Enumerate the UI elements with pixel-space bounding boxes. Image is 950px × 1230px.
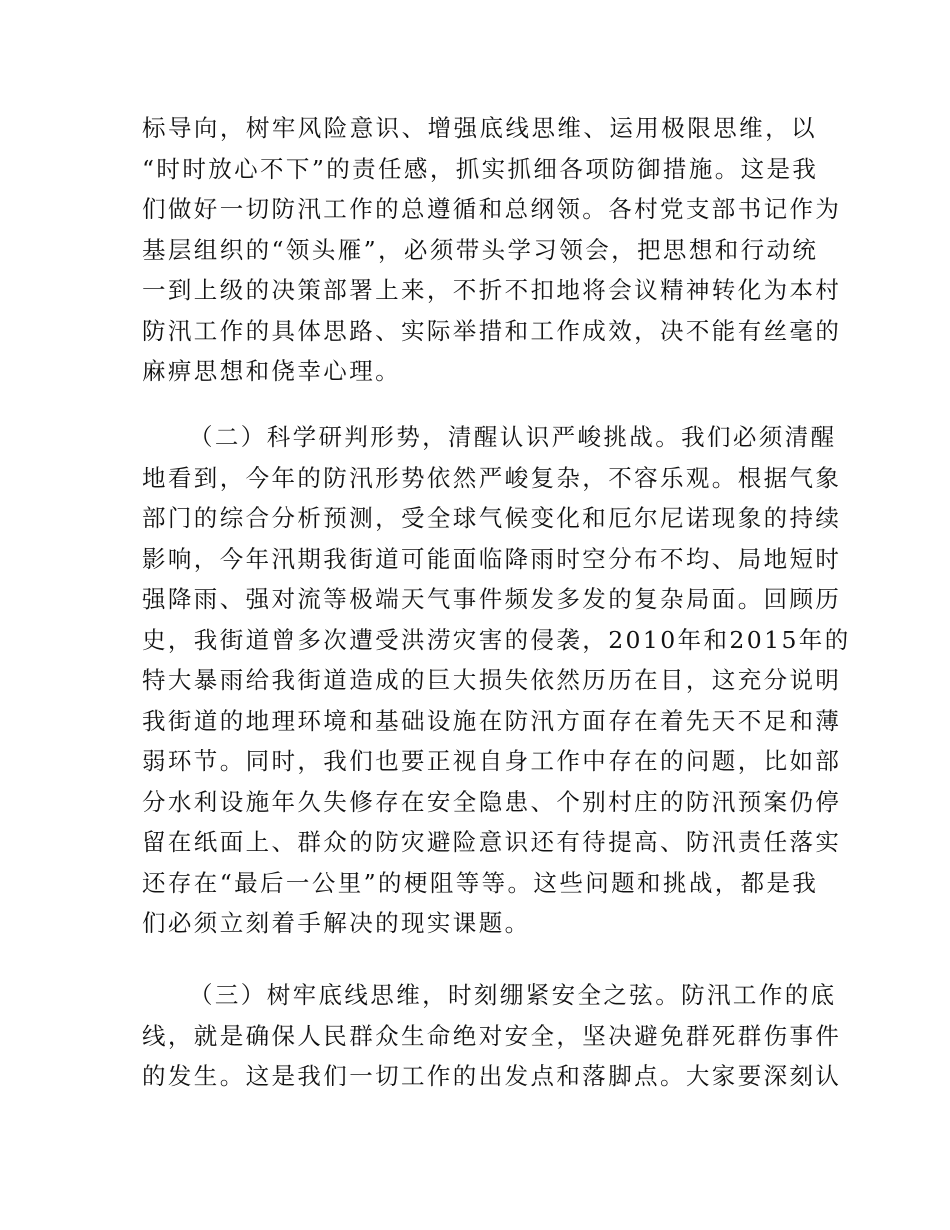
text-line: 分水利设施年久失修存在安全隐患、个别村庄的防汛预案仍停 <box>142 787 842 816</box>
text-line: 们必须立刻着手解决的现实课题。 <box>142 909 531 937</box>
text-line: （二）科学研判形势，清醒认识严峻挑战。我们必须清醒 <box>189 423 837 451</box>
text-line: （三）树牢底线思维，时刻绷紧安全之弦。防汛工作的底 <box>189 981 837 1009</box>
paragraph-continuation <box>142 108 842 392</box>
text-line: 们做好一切防汛工作的总遵循和总纲领。各村党支部书记作为 <box>142 195 842 223</box>
text-line: 特大暴雨给我街道造成的巨大损失依然历历在目，这充分说明 <box>142 666 842 694</box>
paragraph-section-three <box>142 975 842 1097</box>
paragraph-section-two <box>142 417 851 944</box>
text-line: 麻痹思想和侥幸心理。 <box>142 357 401 385</box>
text-line: 还存在“最后一公里”的梗阻等等。这些问题和挑战，都是我 <box>142 868 819 897</box>
text-line: 强降雨、强对流等极端天气事件频发多发的复杂局面。回顾历 <box>142 585 842 613</box>
text-line: 防汛工作的具体思路、实际举措和工作成效，决不能有丝毫的 <box>142 316 842 345</box>
text-line: 一到上级的决策部署上来，不折不扣地将会议精神转化为本村 <box>142 276 842 304</box>
text-line: 线，就是确保人民群众生命绝对安全，坚决避免群死群伤事件 <box>142 1021 842 1050</box>
text-line: 地看到，今年的防汛形势依然严峻复杂，不容乐观。根据气象 <box>142 463 842 492</box>
text-line: “时时放心不下”的责任感，抓实抓细各项防御措施。这是我 <box>142 154 819 183</box>
text-line: 影响，今年汛期我街道可能面临降雨时空分布不均、局地短时 <box>142 544 842 573</box>
text-line: 部门的综合分析预测，受全球气候变化和厄尔尼诺现象的持续 <box>142 504 842 532</box>
text-line: 的发生。这是我们一切工作的出发点和落脚点。大家要深刻认 <box>142 1062 842 1090</box>
text-line: 留在纸面上、群众的防灾避险意识还有待提高、防汛责任落实 <box>142 828 842 856</box>
text-line: 史，我街道曾多次遭受洪涝灾害的侵袭，2010年和2015年的 <box>142 625 851 654</box>
text-line: 弱环节。同时，我们也要正视自身工作中存在的问题，比如部 <box>142 747 842 775</box>
text-line: 基层组织的“领头雁”，必须带头学习领会，把思想和行动统 <box>142 235 819 264</box>
text-line: 标导向，树牢风险意识、增强底线思维、运用极限思维，以 <box>142 114 817 142</box>
text-line: 我街道的地理环境和基础设施在防汛方面存在着先天不足和薄 <box>142 706 842 735</box>
